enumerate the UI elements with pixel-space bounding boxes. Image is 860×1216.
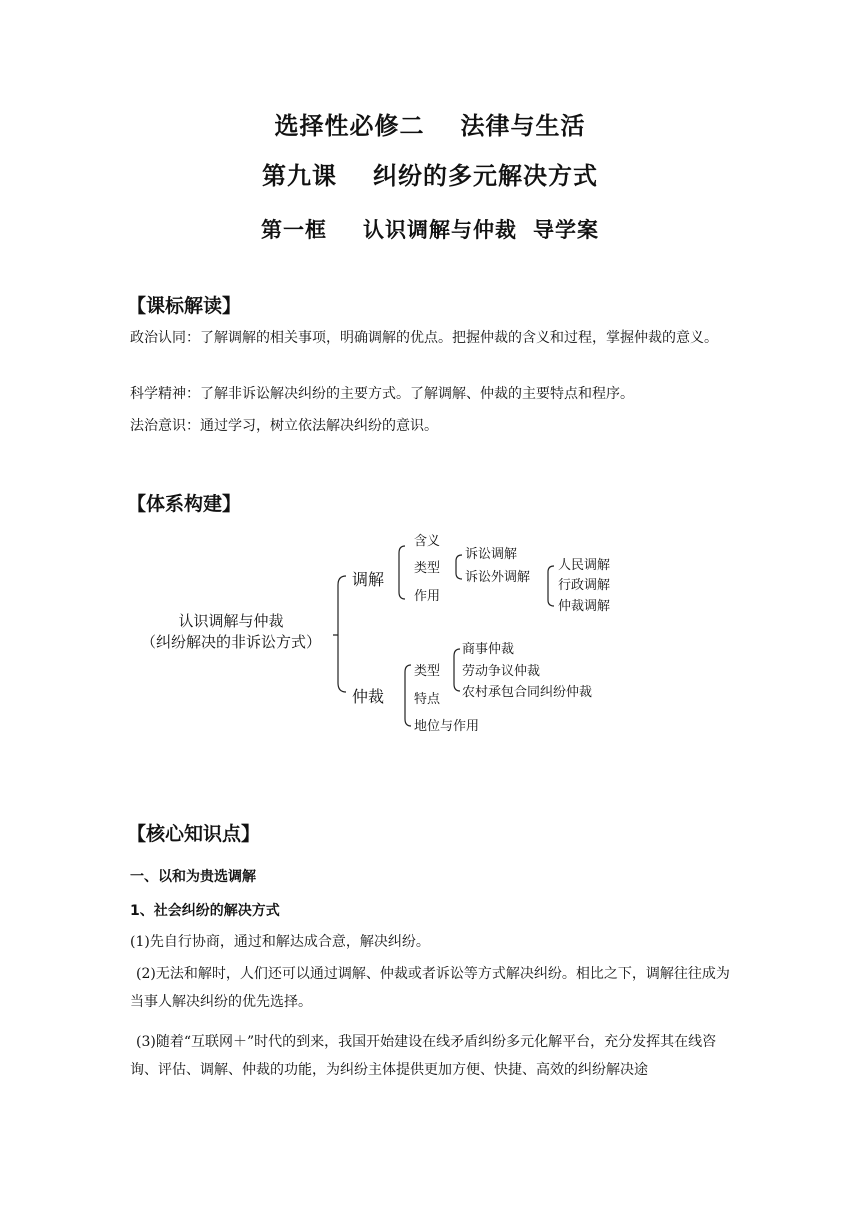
node-arbitration: 仲裁 [352, 687, 385, 706]
book-title: 选择性必修二 [274, 112, 425, 140]
arb-type-bracket [454, 649, 460, 691]
section-curriculum: 【课标解读】 [127, 295, 242, 317]
node-labor: 劳动争议仲裁 [462, 664, 541, 679]
node-arb-status: 地位与作用 [414, 719, 480, 734]
arbitration-bracket [405, 665, 411, 726]
lesson-number: 第九课 [262, 162, 337, 190]
root-line-1: 认识调解与仲裁 [178, 612, 284, 630]
root-line-2: （纠纷解决的非诉讼方式） [140, 633, 322, 651]
node-litigation-med: 诉讼调解 [465, 547, 518, 562]
frame-number: 第一框 [261, 218, 327, 242]
frame-title: 认识调解与仲裁 [363, 218, 517, 242]
root-bracket [333, 576, 346, 692]
section-core: 【核心知识点】 [127, 823, 261, 845]
curriculum-law: 法治意识：通过学习，树立依法解决纠纷的意识。 [130, 418, 438, 434]
section-system: 【体系构建】 [127, 493, 242, 515]
node-arb-med: 仲裁调解 [558, 599, 611, 614]
title-line-2 [0, 156, 860, 191]
concept-map [0, 525, 860, 755]
node-med-meaning: 含义 [414, 534, 441, 549]
node-nonlit-med: 诉讼外调解 [465, 570, 531, 585]
node-arb-feature: 特点 [414, 692, 441, 707]
core-heading-1: 一、以和为贵选调解 [130, 869, 256, 885]
core-para-2: (2)无法和解时，人们还可以通过调解、仲裁或者诉讼等方式解决纠纷。相比之下，调解往往成为当事人解决纠纷的优先选择。 [130, 966, 730, 1010]
book-subtitle: 法律与生活 [460, 112, 586, 140]
curriculum-science: 科学精神：了解非诉讼解决纠纷的主要方式。了解调解、仲裁的主要特点和程序。 [130, 386, 634, 402]
lesson-title: 纠纷的多元解决方式 [373, 162, 598, 190]
node-med-use: 作用 [414, 589, 441, 604]
core-para-1: (1)先自行协商，通过和解达成合意，解决纠纷。 [130, 934, 430, 950]
node-arb-type: 类型 [414, 664, 441, 679]
core-heading-2: 1、社会纠纷的解决方式 [130, 903, 280, 919]
doc-type: 导学案 [533, 218, 599, 242]
curriculum-political: 政治认同：了解调解的相关事项，明确调解的优点。把握仲裁的含义和过程，掌握仲裁的意义。 [130, 330, 718, 346]
node-people-med: 人民调解 [558, 558, 611, 573]
nonlit-bracket [548, 566, 554, 606]
mediation-bracket [399, 546, 405, 599]
node-admin-med: 行政调解 [558, 578, 611, 593]
title-line-3 [0, 214, 860, 244]
node-med-type: 类型 [414, 561, 441, 576]
node-mediation: 调解 [352, 570, 385, 589]
title-line-1 [0, 106, 860, 141]
type-bracket [456, 555, 462, 579]
node-commercial: 商事仲裁 [462, 642, 515, 657]
core-para-3: (3)随着“互联网＋”时代的到来，我国开始建设在线矛盾纠纷多元化解平台，充分发挥其在线咨询、评估、调解、仲裁的功能，为纠纷主体提供更加方便、快捷、高效的纠纷解决途 [130, 1034, 717, 1078]
node-rural: 农村承包合同纠纷仲裁 [462, 685, 593, 700]
